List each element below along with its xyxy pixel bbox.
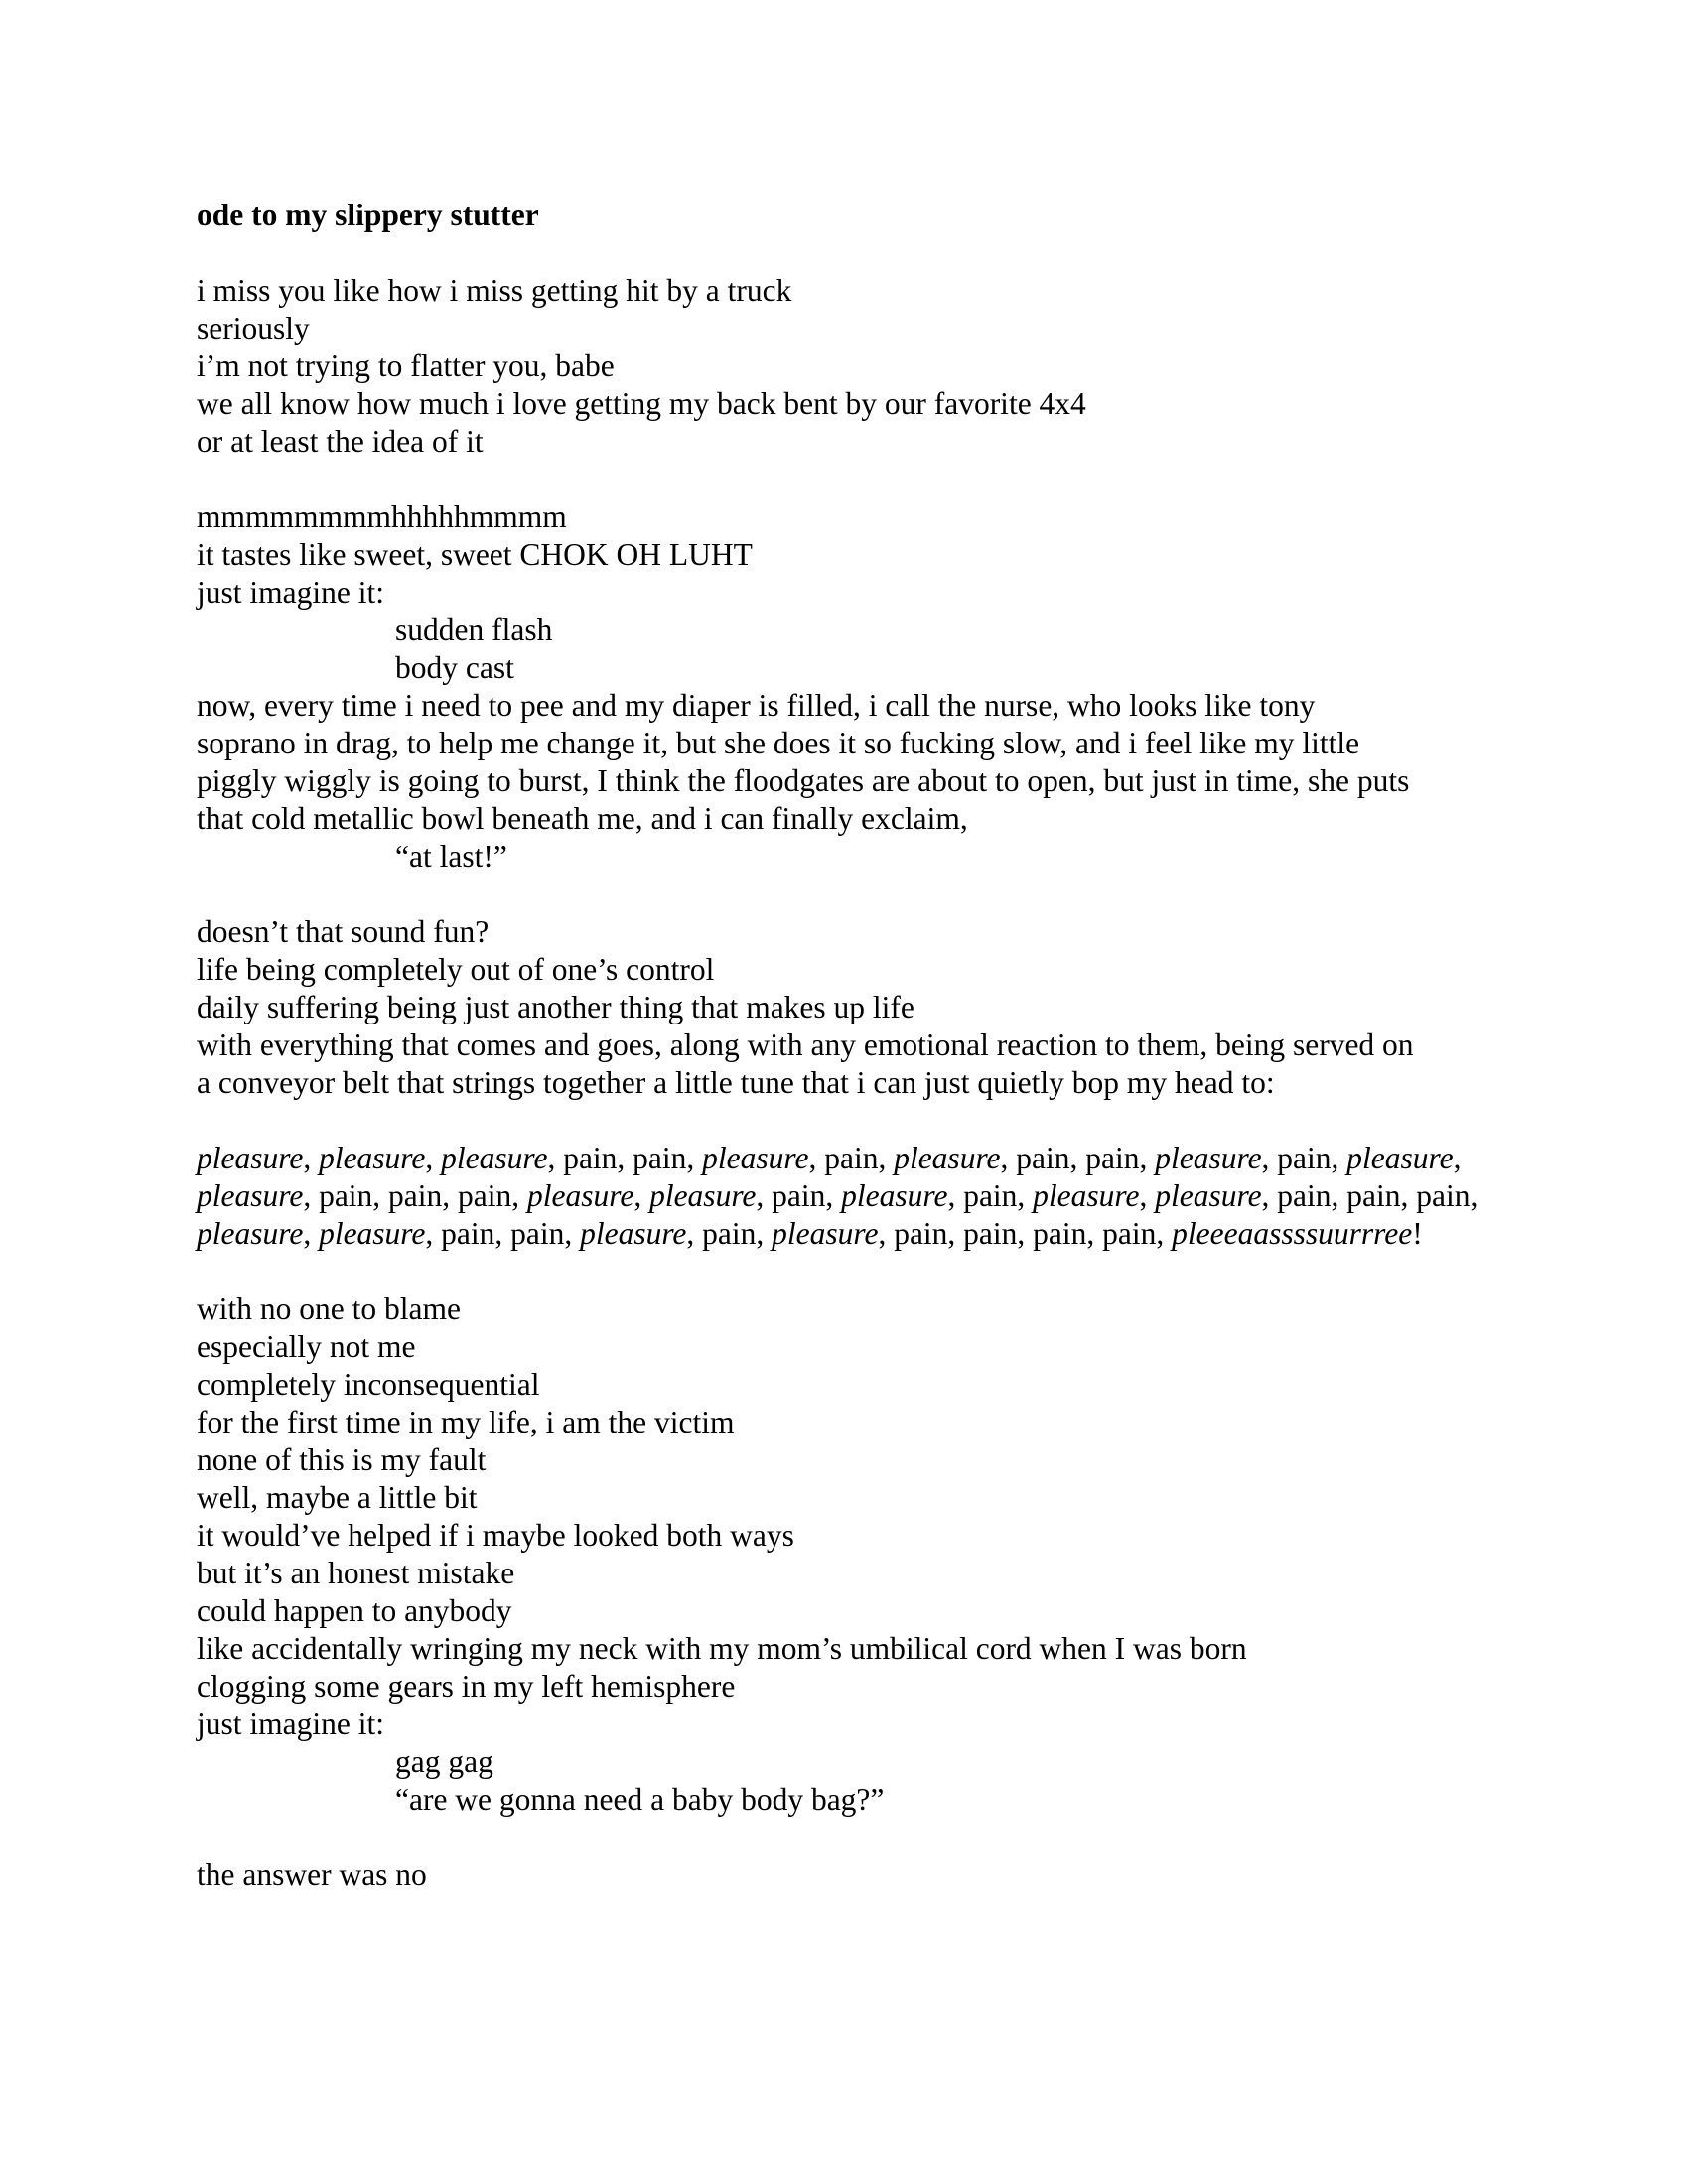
stanza-4 [197,1291,1497,1819]
refrain-text: , pain, pain, [547,1141,703,1175]
poem-line: could happen to anybody [197,1593,512,1628]
poem-line: i’m not trying to flatter you, babe [197,348,615,383]
poem-line: with everything that comes and goes, along with any emotional reaction to them, being served on [197,1027,1414,1062]
poem-line: it would’ve helped if i maybe looked both ways [197,1518,794,1553]
refrain-text: , pain, pain, [1000,1141,1156,1175]
refrain-italic-word: pleeeaassssuurrree [1172,1216,1413,1251]
refrain-text: , [1139,1178,1156,1213]
poem-line: for the first time in my life, i am the victim [197,1405,735,1439]
poem-line: or at least the idea of it [197,424,484,459]
refrain-paragraph [197,1140,1497,1253]
refrain-italic-word: pleasure [772,1216,879,1251]
stanza-2 [197,498,1497,876]
refrain-italic-word: pleasure [197,1216,304,1251]
poem-line: well, maybe a little bit [197,1480,478,1515]
refrain-italic-word: pleasure [580,1216,687,1251]
refrain-italic-word: pleasure [527,1178,634,1213]
refrain-italic-word: pleasure [319,1141,426,1175]
refrain-italic-word: pleasure [702,1141,809,1175]
stanza-1 [197,272,1497,461]
poem-line: a conveyor belt that strings together a little tune that i can just quietly bop my head to: [197,1065,1275,1100]
poem-line: seriously [197,311,310,345]
poem-line-indented: body cast [395,650,514,685]
refrain-text: , pain, [808,1141,895,1175]
refrain-text: , pain, [1261,1141,1347,1175]
poem-line: that cold metallic bowl beneath me, and i can finally exclaim, [197,801,968,836]
poem-line: none of this is my fault [197,1442,487,1477]
poem-line-indented: “at last!” [395,839,507,874]
refrain-text: , [633,1178,650,1213]
poem-line-indented: sudden flash [395,613,553,647]
refrain-italic-word: pleasure [649,1178,757,1213]
poem-line-indented: “are we gonna need a baby body bag?” [395,1782,885,1817]
refrain-text: , pain, pain, pain, [303,1178,528,1213]
poem-line: soprano in drag, to help me change it, but she does it so fucking slow, and i feel like my little [197,726,1360,760]
poem-line: doesn’t that sound fun? [197,914,490,949]
refrain-text: , [303,1216,320,1251]
stanza-3 [197,913,1497,1102]
poem-line: clogging some gears in my left hemisphere [197,1669,736,1704]
poem-line: completely inconsequential [197,1367,540,1402]
poem-line: mmmmmmmmhhhhhmmmm [197,499,567,534]
refrain-text: , pain, [756,1178,842,1213]
refrain-text: , pain, [947,1178,1034,1213]
refrain-text: , [1453,1141,1462,1175]
refrain-text: , [425,1141,442,1175]
refrain-italic-word: pleasure [441,1141,548,1175]
poem-line: life being completely out of one’s control [197,952,715,987]
poem-line: just imagine it: [197,575,384,610]
poem-line: but it’s an honest mistake [197,1556,515,1590]
refrain-text: , pain, pain, pain, [1261,1178,1478,1213]
final-line: the answer was no [197,1857,427,1892]
refrain-text: , pain, [686,1216,773,1251]
refrain-italic-word: pleasure [1346,1141,1454,1175]
poem-line: like accidentally wringing my neck with my mom’s umbilical cord when I was born [197,1631,1247,1666]
refrain-text: , [303,1141,320,1175]
refrain-italic-word: pleasure [1033,1178,1140,1213]
poem-line: just imagine it: [197,1706,384,1741]
poem-line: with no one to blame [197,1292,461,1326]
refrain-text: , pain, pain, [425,1216,581,1251]
refrain-italic-word: pleasure [841,1178,948,1213]
poem-line: piggly wiggly is going to burst, I think the floodgates are about to open, but just in time, she puts [197,763,1410,798]
poem-line: we all know how much i love getting my back bent by our favorite 4x4 [197,386,1086,421]
refrain-italic-word: pleasure [894,1141,1001,1175]
poem-title: ode to my slippery stutter [197,198,539,232]
poem-line-indented: gag gag [395,1744,493,1779]
refrain-italic-word: pleasure [319,1216,426,1251]
poem-line: daily suffering being just another thing that makes up life [197,990,914,1024]
refrain-text: ! [1412,1216,1423,1251]
refrain-italic-word: pleasure [197,1178,304,1213]
refrain-italic-word: pleasure [197,1141,304,1175]
poem-line: now, every time i need to pee and my diaper is filled, i call the nurse, who looks like tony [197,688,1316,723]
poem-line: it tastes like sweet, sweet CHOK OH LUHT [197,537,753,572]
poem [197,197,1497,1894]
refrain-italic-word: pleasure [1155,1178,1262,1213]
poem-line: i miss you like how i miss getting hit by a truck [197,273,792,308]
refrain-text: , pain, pain, pain, pain, [878,1216,1173,1251]
refrain-italic-word: pleasure [1155,1141,1262,1175]
poem-line: especially not me [197,1329,416,1364]
